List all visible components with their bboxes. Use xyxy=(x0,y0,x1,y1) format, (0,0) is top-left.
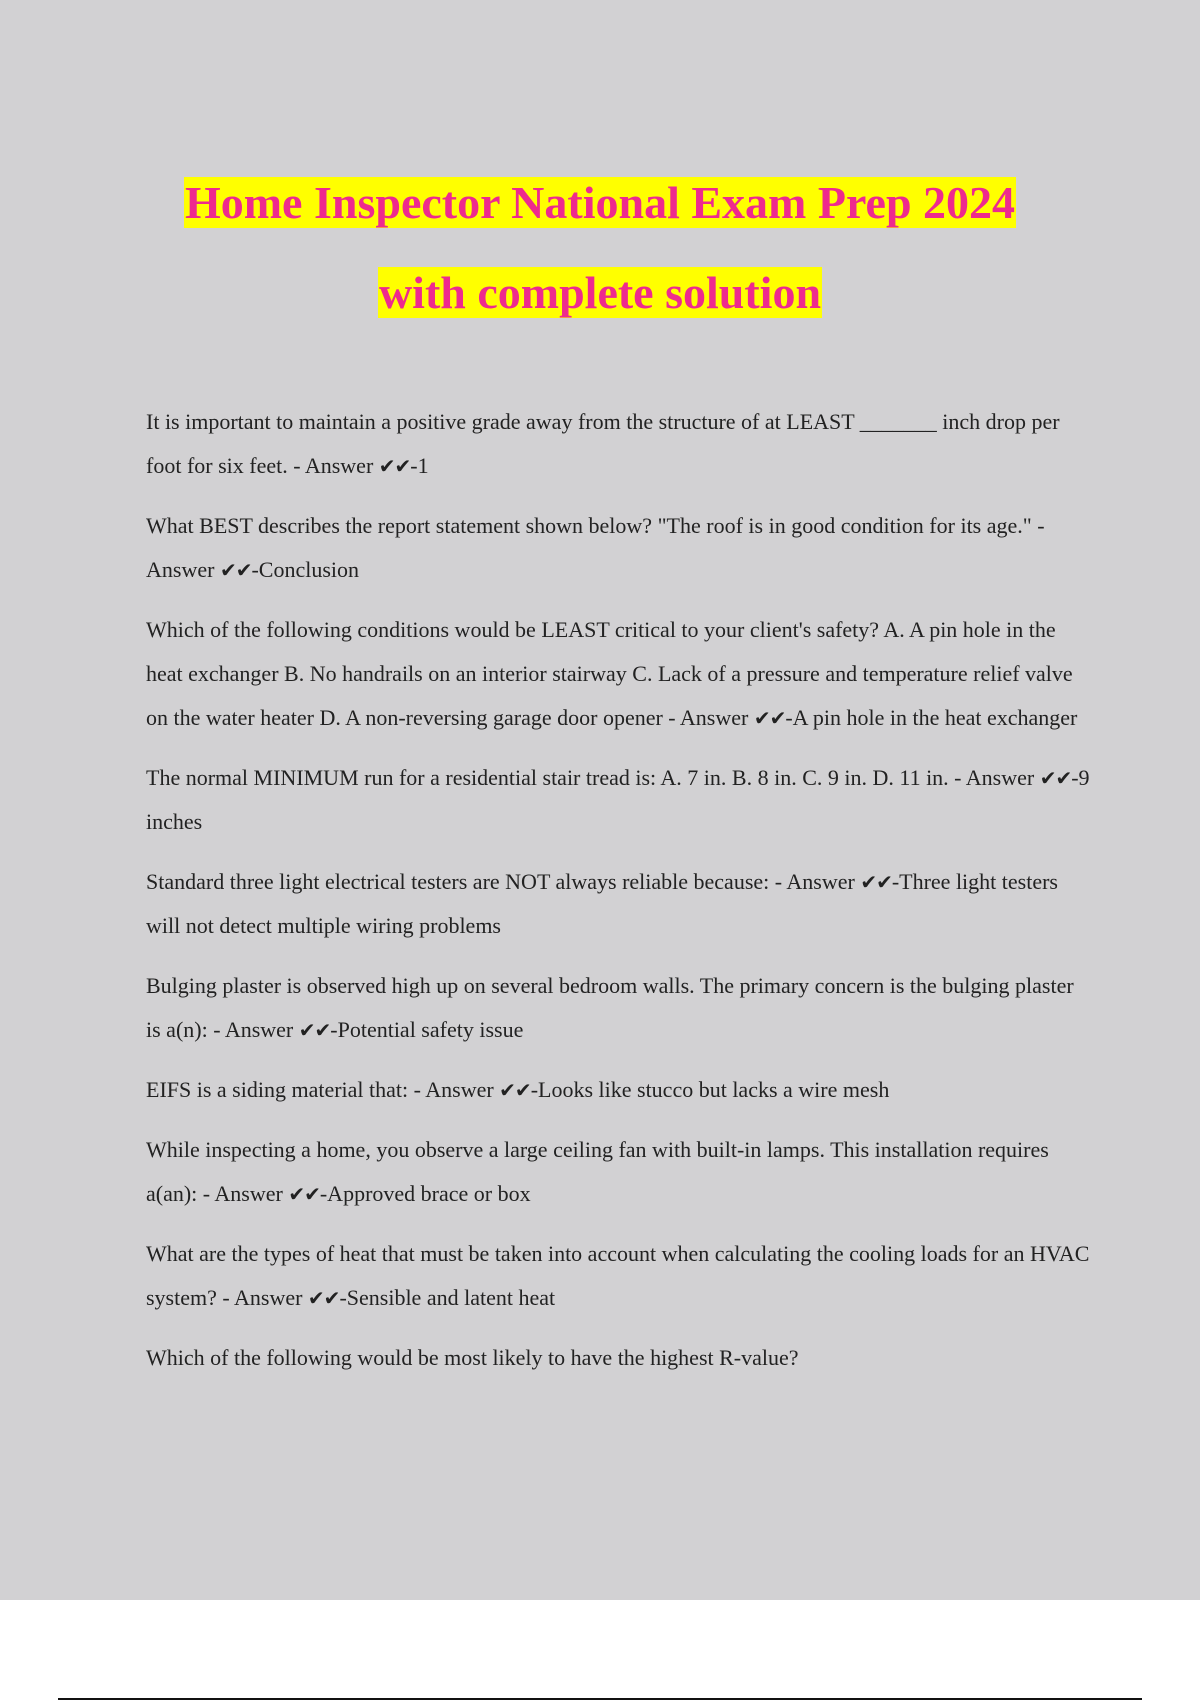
answer-text: -A pin hole in the heat exchanger xyxy=(785,705,1078,730)
question-item xyxy=(146,1128,1092,1216)
title-line-1 xyxy=(100,158,1100,248)
title-highlight-1: Home Inspector National Exam Prep 2024 xyxy=(184,177,1016,228)
question-text: It is important to maintain a positive grade away from the structure of at LEAST _______ inch drop per foot for six feet. - Answer xyxy=(146,409,1060,478)
question-text: While inspecting a home, you observe a large ceiling fan with built-in lamps. This installation requires a(an): - Answer xyxy=(146,1137,1049,1206)
question-item xyxy=(146,1336,1092,1380)
question-item xyxy=(146,1232,1092,1320)
question-text: The normal MINIMUM run for a residential stair tread is: A. 7 in. B. 8 in. C. 9 in. D. 11 in. - Answer xyxy=(146,765,1040,790)
answer-text: -Approved brace or box xyxy=(319,1181,531,1206)
answer-text: -9 inches xyxy=(146,765,1090,834)
check-icon: ✔✔ xyxy=(1039,766,1072,790)
answer-text: -1 xyxy=(410,453,429,478)
title-line-2 xyxy=(100,248,1100,338)
document-title xyxy=(100,158,1100,338)
answer-text: -Potential safety issue xyxy=(330,1017,524,1042)
question-text: Which of the following conditions would be LEAST critical to your client's safety? A. A pin hole in the heat exchanger B. No handrails on an interior stairway C. Lack of a pressure and temperature relief valve on the water heater D. A non-reversing garage door opener - Answer xyxy=(146,617,1073,730)
question-item xyxy=(146,400,1092,488)
question-item xyxy=(146,860,1092,948)
question-text: What are the types of heat that must be taken into account when calculating the cooling loads for an HVAC system? - Answer xyxy=(146,1241,1090,1310)
check-icon: ✔✔ xyxy=(219,558,252,582)
check-icon: ✔✔ xyxy=(307,1286,340,1310)
question-text: What BEST describes the report statement shown below? "The roof is in good condition for its age." - Answer xyxy=(146,513,1045,582)
question-list xyxy=(146,400,1092,1396)
check-icon: ✔✔ xyxy=(298,1018,331,1042)
question-text: Which of the following would be most likely to have the highest R-value? xyxy=(146,1345,799,1370)
answer-text: -Three light testers will not detect multiple wiring problems xyxy=(146,869,1058,938)
question-item xyxy=(146,608,1092,740)
question-item xyxy=(146,1068,1092,1112)
check-icon: ✔✔ xyxy=(288,1182,320,1206)
question-item xyxy=(146,756,1092,844)
title-highlight-2: with complete solution xyxy=(378,267,822,318)
check-icon: ✔✔ xyxy=(378,454,411,478)
check-icon: ✔✔ xyxy=(753,706,786,730)
question-item xyxy=(146,964,1092,1052)
answer-text: -Sensible and latent heat xyxy=(339,1285,556,1310)
check-icon: ✔✔ xyxy=(499,1078,531,1102)
question-text: Bulging plaster is observed high up on several bedroom walls. The primary concern is the bulging plaster is a(n): - Answer xyxy=(146,973,1074,1042)
page-footer xyxy=(0,1600,1200,1700)
check-icon: ✔✔ xyxy=(860,870,892,894)
answer-text: -Conclusion xyxy=(251,557,360,582)
answer-text: -Looks like stucco but lacks a wire mesh xyxy=(530,1077,890,1102)
question-item xyxy=(146,504,1092,592)
question-text: Standard three light electrical testers are NOT always reliable because: - Answer xyxy=(146,869,861,894)
question-text: EIFS is a siding material that: - Answer xyxy=(146,1077,500,1102)
